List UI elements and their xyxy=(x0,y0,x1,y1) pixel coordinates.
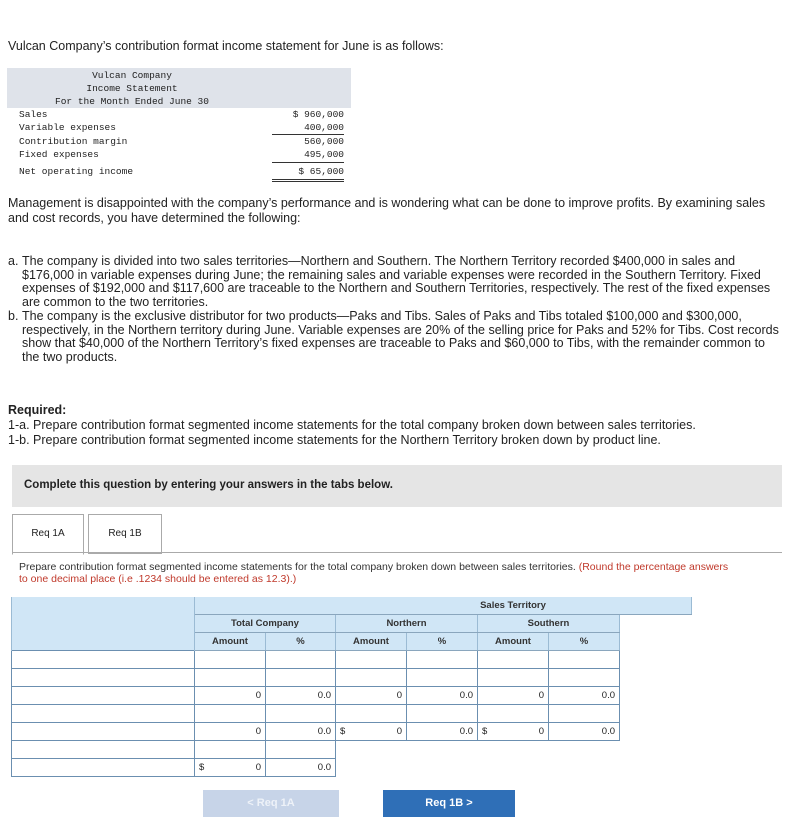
underline xyxy=(272,134,344,135)
percent-input[interactable] xyxy=(407,705,478,723)
label-input[interactable] xyxy=(12,759,195,777)
dollar-sign: $ xyxy=(340,726,346,737)
percent-input[interactable] xyxy=(549,651,620,669)
fact-item xyxy=(8,310,783,364)
management-text: Management is disappointed with the company’s performance and is wondering what can be done to improve profits. By examining sales and cost records, you have determined the following: xyxy=(8,196,766,225)
amount-input[interactable] xyxy=(336,651,407,669)
fact-marker: a. xyxy=(8,254,19,268)
instruction-text: Prepare contribution format segmented income statements for the total company broken down between sales territories. xyxy=(19,561,576,573)
amount-input[interactable] xyxy=(478,705,549,723)
instruction-banner xyxy=(12,465,782,507)
percent-value: 0.0 xyxy=(549,687,620,705)
northern-header: Northern xyxy=(336,615,478,633)
percent-value: 0.0 xyxy=(549,723,620,741)
percent-input[interactable] xyxy=(407,651,478,669)
percent-input[interactable] xyxy=(266,651,336,669)
statement-row xyxy=(19,149,344,162)
next-tab-button[interactable]: Req 1B > xyxy=(383,790,515,817)
statement-company: Vulcan Company xyxy=(92,70,172,81)
table-row xyxy=(12,687,692,705)
statement-row xyxy=(19,109,344,122)
table-row xyxy=(12,669,692,687)
percent-value: 0.0 xyxy=(266,723,336,741)
amount-header: Amount xyxy=(478,633,549,651)
row-label: Net operating income xyxy=(19,166,134,177)
amount-value: 0 xyxy=(478,687,549,705)
fact-item xyxy=(8,255,783,309)
percent-input[interactable] xyxy=(266,705,336,723)
required-item: 1-b. Prepare contribution format segmented income statements for the Northern Territory broken down by product line. xyxy=(8,433,661,447)
sales-territory-header: Sales Territory xyxy=(195,597,692,615)
prev-tab-button[interactable]: < Req 1A xyxy=(203,790,339,817)
tab-instructions xyxy=(19,561,739,585)
tab-req-1a[interactable]: Req 1A xyxy=(12,514,84,555)
row-label: Variable expenses xyxy=(19,122,116,133)
amount-zero: 0 xyxy=(396,726,402,737)
percent-value: 0.0 xyxy=(407,687,478,705)
amount-header: Amount xyxy=(336,633,407,651)
table-row xyxy=(12,741,692,759)
amount-value: 0 xyxy=(195,723,266,741)
underline xyxy=(272,162,344,163)
required-item: 1-a. Prepare contribution format segmented income statements for the total company broken down between sales territories. xyxy=(8,418,696,432)
percent-value: 0.0 xyxy=(407,723,478,741)
tab-req-1b[interactable]: Req 1B xyxy=(88,514,162,554)
fact-text: The company is the exclusive distributor for two products—Paks and Tibs. Sales of Paks and Tibs totaled $100,000 and $300,000, respectively, in the Northern territory during June. Variable expenses are 20% of the selling price for Paks and 52% for Tibs. Cost records show that $40,000 of the Northern Territory’s fixed expenses are traceable to Paks and $60,000 to Tibs, with the remainder common to the two products. xyxy=(22,309,779,364)
table-row xyxy=(12,723,692,741)
percent-header: % xyxy=(266,633,336,651)
amount-header: Amount xyxy=(195,633,266,651)
income-statement xyxy=(7,68,351,182)
label-input[interactable] xyxy=(12,651,195,669)
amount-input[interactable] xyxy=(195,741,266,759)
amount-zero: 0 xyxy=(538,726,544,737)
amount-zero: 0 xyxy=(255,762,261,773)
table-row xyxy=(12,759,692,777)
amount-input[interactable] xyxy=(195,651,266,669)
amount-value xyxy=(478,723,549,741)
table-row xyxy=(12,651,692,669)
percent-input[interactable] xyxy=(266,669,336,687)
total-company-header: Total Company xyxy=(195,615,336,633)
answer-table xyxy=(11,597,692,777)
header-row xyxy=(12,633,692,651)
header-row xyxy=(12,597,692,615)
double-underline xyxy=(272,181,344,182)
row-value: $ 960,000 xyxy=(292,109,344,120)
percent-header: % xyxy=(407,633,478,651)
label-input[interactable] xyxy=(12,723,195,741)
row-value: 560,000 xyxy=(304,136,344,147)
banner-text: Complete this question by entering your answers in the tabs below. xyxy=(24,479,393,491)
label-input[interactable] xyxy=(12,669,195,687)
dollar-sign: $ xyxy=(199,762,205,773)
amount-value: 0 xyxy=(195,687,266,705)
fact-marker: b. xyxy=(8,309,19,323)
amount-value: 0 xyxy=(336,687,407,705)
facts-list xyxy=(8,255,783,365)
row-value: 400,000 xyxy=(304,122,344,133)
southern-header: Southern xyxy=(478,615,620,633)
amount-input[interactable] xyxy=(195,705,266,723)
statement-title: Income Statement xyxy=(86,83,178,94)
percent-value: 0.0 xyxy=(266,687,336,705)
statement-row xyxy=(19,136,344,149)
statement-period: For the Month Ended June 30 xyxy=(55,96,209,107)
statement-header xyxy=(7,68,351,108)
percent-value: 0.0 xyxy=(266,759,336,777)
header-row xyxy=(12,615,692,633)
fact-text: The company is divided into two sales territories—Northern and Southern. The Northern Territory recorded $400,000 in sales and $176,000 in variable expenses during June; the remaining sales and variable expenses were recorded in the Southern Territory. Fixed expenses of $192,000 and $117,600 are traceable to the Northern and Southern Territories, respectively. The rest of the fixed expenses are common to the two territories. xyxy=(22,254,771,309)
label-input[interactable] xyxy=(12,687,195,705)
percent-input[interactable] xyxy=(549,669,620,687)
double-underline xyxy=(272,179,344,180)
label-input[interactable] xyxy=(12,741,195,759)
percent-header: % xyxy=(549,633,620,651)
amount-value xyxy=(336,723,407,741)
percent-input[interactable] xyxy=(549,705,620,723)
percent-input[interactable] xyxy=(266,741,336,759)
label-input[interactable] xyxy=(12,705,195,723)
amount-input[interactable] xyxy=(478,669,549,687)
dollar-sign: $ xyxy=(482,726,488,737)
row-value: 495,000 xyxy=(304,149,344,160)
amount-input[interactable] xyxy=(478,651,549,669)
table-row xyxy=(12,705,692,723)
row-label: Fixed expenses xyxy=(19,149,99,160)
row-label: Sales xyxy=(19,109,48,120)
rounding-note: (Round the percentage answers to one decimal place (i.e .1234 should be entered as 12.3).) xyxy=(19,561,729,585)
amount-input[interactable] xyxy=(195,669,266,687)
amount-input[interactable] xyxy=(336,705,407,723)
row-label: Contribution margin xyxy=(19,136,128,147)
row-value: $ 65,000 xyxy=(298,166,344,177)
percent-input[interactable] xyxy=(407,669,478,687)
statement-row xyxy=(19,166,344,179)
required-heading: Required: xyxy=(8,403,67,417)
intro-text: Vulcan Company’s contribution format income statement for June is as follows: xyxy=(8,39,444,53)
amount-value xyxy=(195,759,266,777)
amount-input[interactable] xyxy=(336,669,407,687)
